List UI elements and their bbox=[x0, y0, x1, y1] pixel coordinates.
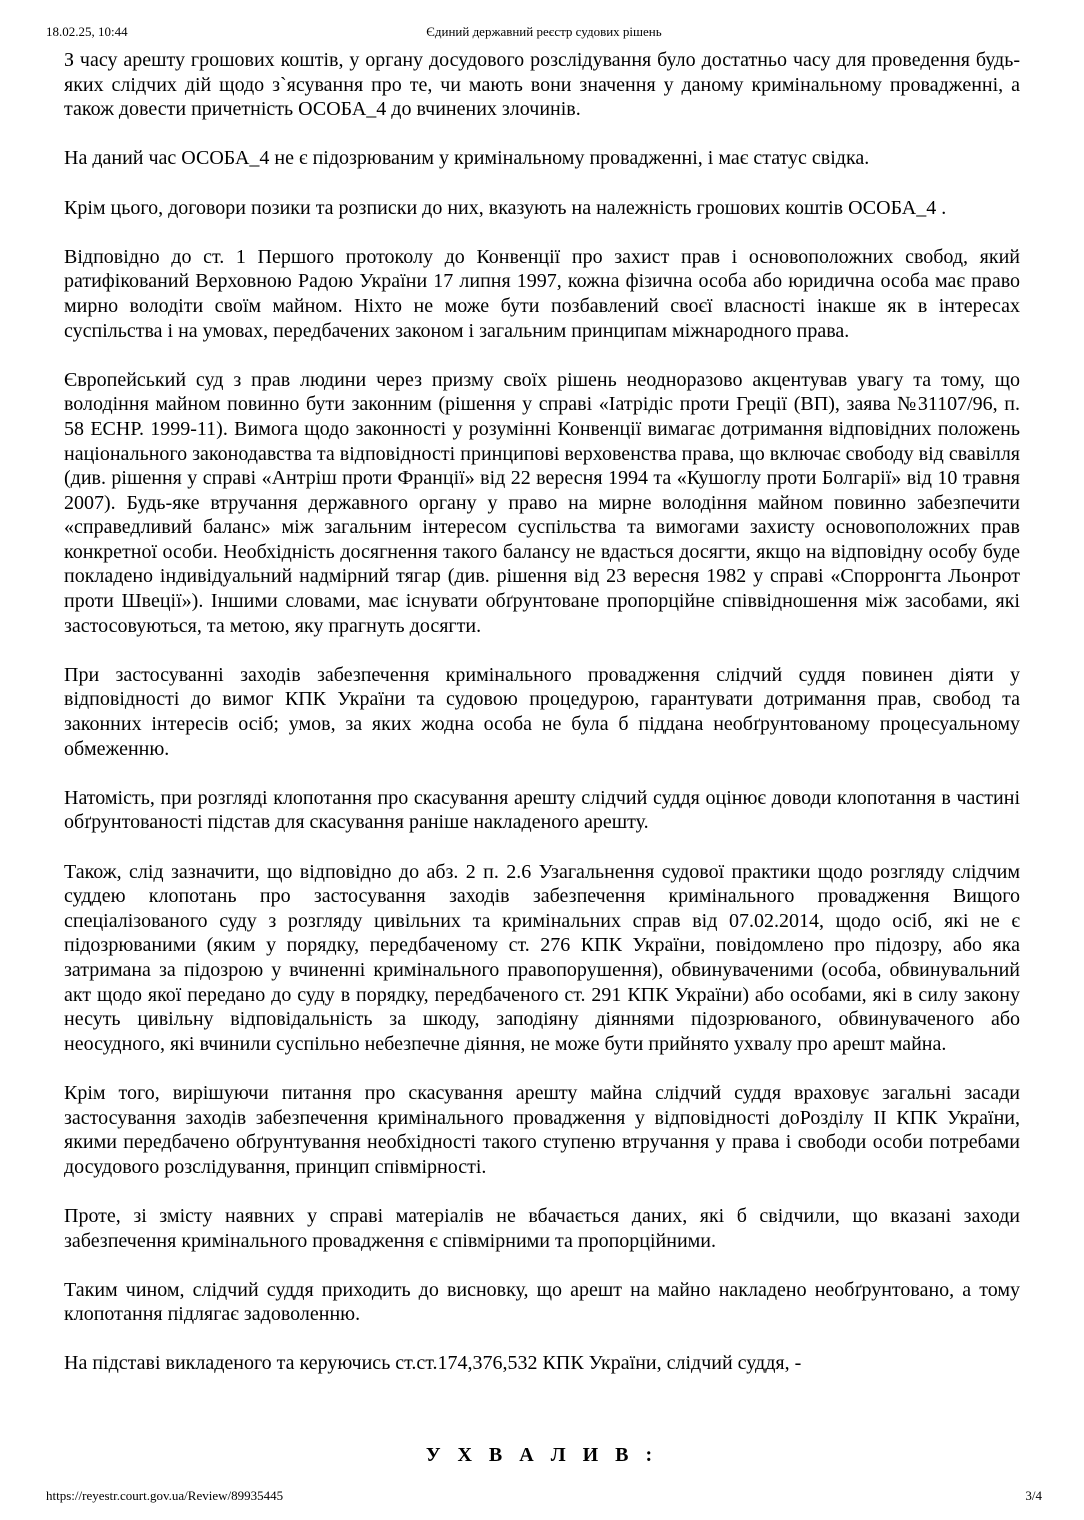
paragraph: На підставі викладеного та керуючись ст.ст.174,376,532 КПК України, слідчий суддя, - bbox=[64, 1352, 802, 1375]
paragraph: При застосуванні заходів забезпечення кримінального провадження слідчий суддя повинен діяти у відповідності до вимог КПК України та судовою процедурою, гарантувати дотримання прав, свобод та законних інтересів осіб; умов, за яких жодна особа не була б піддана необґрунтованому процесуальному обмеженню. bbox=[64, 663, 1020, 760]
print-footer bbox=[46, 1488, 1042, 1506]
paragraph: На даний час ОСОБА_4 не є підозрюваним у кримінальному провадженні, і має статус свідка. bbox=[64, 147, 870, 170]
registry-title: Єдиний державний реєстр судових рішень bbox=[426, 24, 662, 39]
print-header bbox=[46, 24, 1042, 42]
verdict-heading: У Х В А Л И В : bbox=[425, 1444, 659, 1466]
page-url: https://reyestr.court.gov.ua/Review/89935445 bbox=[46, 1488, 284, 1503]
paragraph: Крім цього, договори позики та розписки до них, вказують на належність грошових коштів ОСОБА_4 . bbox=[64, 196, 947, 219]
document-body bbox=[64, 48, 1020, 1376]
paragraph: Натомість, при розгляді клопотання про скасування арешту слідчий суддя оцінює доводи клопотання в частині обґрунтованості підстав для скасування раніше накладеного арешту. bbox=[64, 786, 1020, 834]
print-datetime: 18.02.25, 10:44 bbox=[46, 24, 128, 39]
paragraph: З часу арешту грошових коштів, у органу досудового розслідування було достатньо часу для проведення будь-яких слідчих дій щодо з`ясування про те, чи мають вони значення у даному кримінальному провадженні, а також довести причетність ОСОБА_4 до вчинених злочинів. bbox=[64, 49, 1020, 121]
paragraph: Таким чином, слідчий суддя приходить до висновку, що арешт на майно накладено необґрунтовано, а тому клопотання підлягає задоволенню. bbox=[64, 1278, 1020, 1326]
paragraph: Проте, зі змісту наявних у справі матеріалів не вбачається даних, які б свідчили, що вказані заходи забезпечення кримінального провадження є співмірними та пропорційними. bbox=[64, 1204, 1020, 1252]
page-number: 3/4 bbox=[1025, 1488, 1042, 1503]
paragraph: Крім того, вирішуючи питання про скасування арешту майна слідчий суддя враховує загальні засади застосування заходів забезпечення кримінального провадження у відповідності доРозділу ІІ КПК України, якими передбачено обґрунтування необхідності такого ступеню втручання у права і свободи особи потребами досудового розслідування, принцип співмірності. bbox=[64, 1081, 1020, 1178]
paragraph: Європейський суд з прав людини через призму своїх рішень неодноразово акцентував увагу та тому, що володіння майном повинно бути законним (рішення у справі «Іатрідіс проти Греції (ВП), заява №31107/96, п. 58 ЕСНР. 1999-11). Вимога щодо законності у розумінні Конвенції вимагає дотримання відповідних положень національного законодавства та відповідності принципові верховенства права, що включає свободу від свавілля (див. рішення у справі «Антріш проти Франції» від 22 вересня 1994 та «Кушоглу проти Болгарії» від 10 травня 2007). Будь-яке втручання державного органу у право на мирне володіння майном повинно забезпечити «справедливий баланс» між загальним інтересом суспільства та вимогами захисту основоположних прав конкретної особи. Необхідність досягнення такого балансу не вдасться досягти, якщо на відповідну особу буде покладено індивідуальний надмірний тягар (див. рішення від 23 вересня 1982 у справі «Спорронгта Льонрот проти Швеції»). Іншими словами, має існувати обґрунтоване пропорційне співвідношення між засобами, які застосовуються, та метою, яку прагнуть досягти. bbox=[64, 368, 1020, 637]
paragraph: Відповідно до ст. 1 Першого протоколу до Конвенції про захист прав і основоположних свобод, який ратифікований Верховною Радою України 17 липня 1997, кожна фізична особа або юридична особа має право мирно володіти своїм майном. Ніхто не може бути позбавлений своєї власності інакше як в інтересах суспільства і на умовах, передбачених законом і загальним принципам міжнародного права. bbox=[64, 245, 1020, 342]
paragraph: Також, слід зазначити, що відповідно до абз. 2 п. 2.6 Узагальнення судової практики щодо розгляду слідчим суддею клопотань про застосування заходів забезпечення кримінального провадження Вищого спеціалізованого суду з розгляду цивільних та кримінальних справ від 07.02.2014, щодо осіб, які не є підозрюваними (яким у порядку, передбаченому ст. 276 КПК України, повідомлено про підозру, або яка затримана за підозрою у вчиненні кримінального правопорушення), обвинуваченими (особа, обвинувальний акт щодо якої передано до суду в порядку, передбаченого ст. 291 КПК України) або особами, які в силу закону несуть цивільну відповідальність за шкоду, заподіяну діяннями підозрюваного, обвинуваченого або неосудного, які вчинили суспільно небезпечне діяння, не може бути прийнято ухвалу про арешт майна. bbox=[64, 860, 1020, 1055]
